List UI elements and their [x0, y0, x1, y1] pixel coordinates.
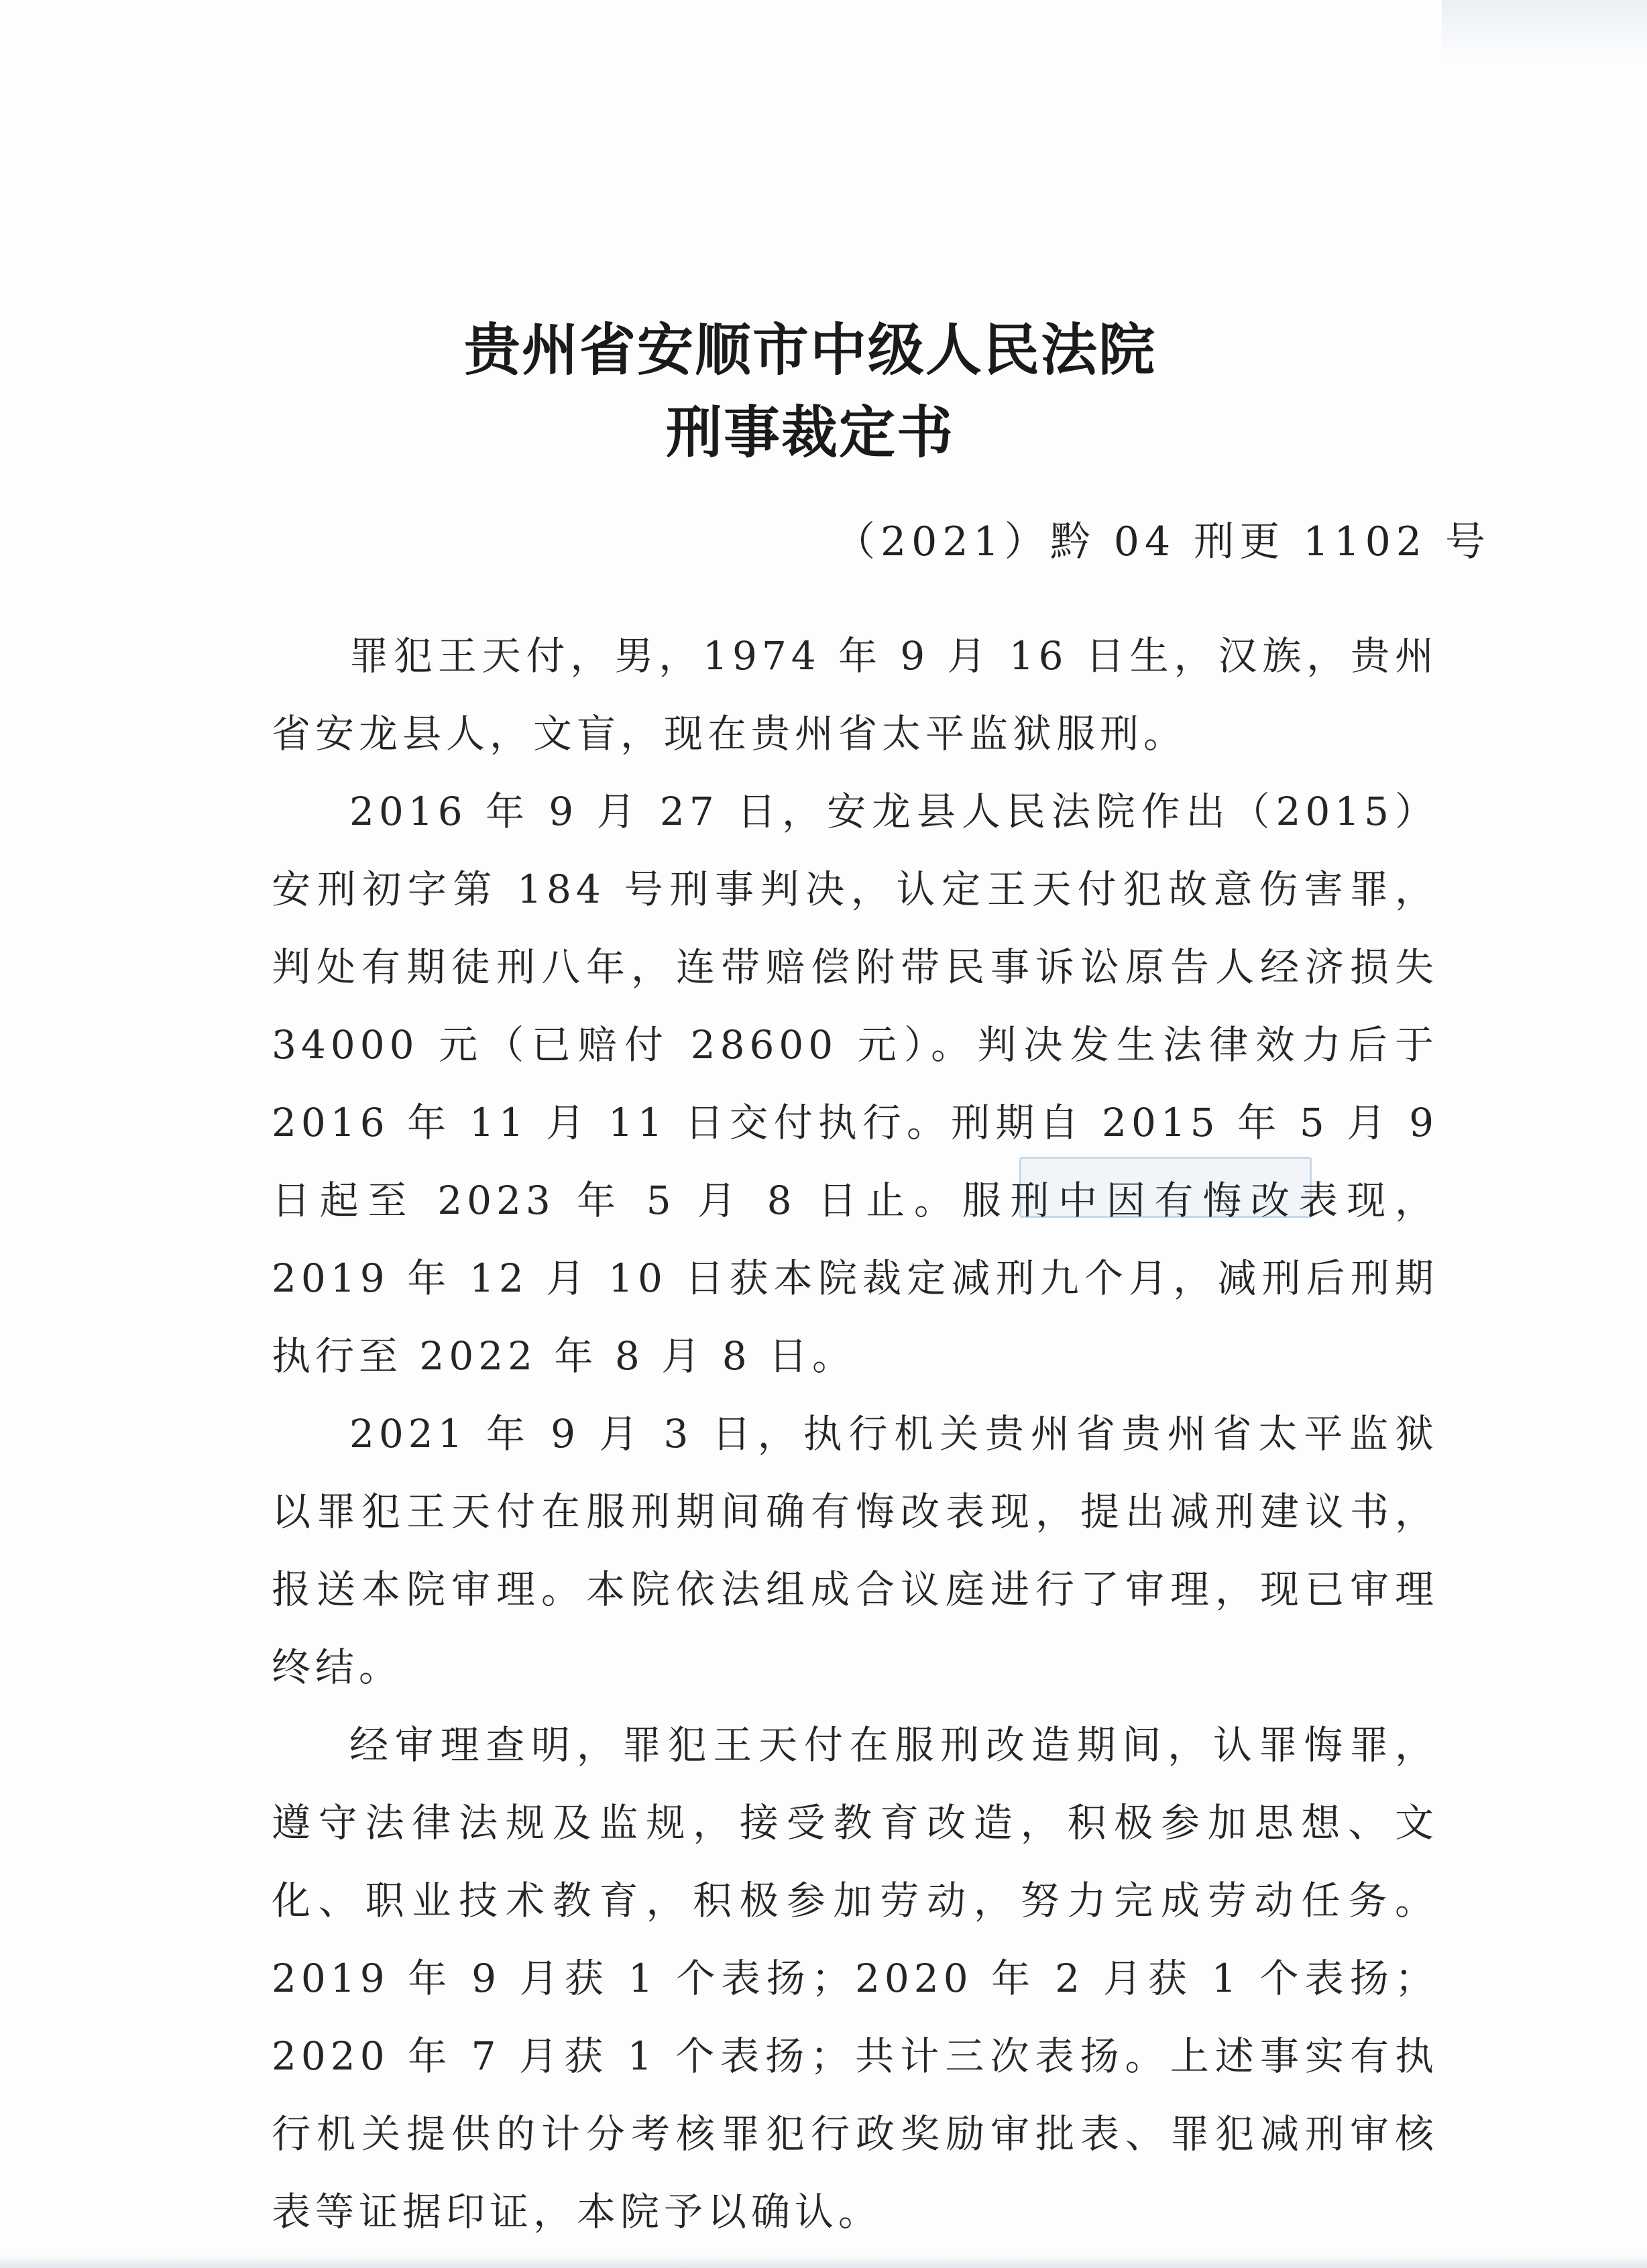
document-type-title: 刑事裁定书	[665, 400, 954, 465]
court-name-title: 贵州省安顺市中级人民法院	[463, 317, 1156, 383]
paragraph-reduction-proposal: 2021 年 9 月 3 日，执行机关贵州省贵州省太平监狱以罪犯王天付在服刑期间确有悔改表现，提出减刑建议书，报送本院审理。本院依法组成合议庭进行了审理，现已审理终结。	[272, 1411, 1438, 1690]
paragraph-defendant-info: 罪犯王天付，男，1974 年 9 月 16 日生，汉族，贵州省安龙县人，文盲，现在贵州省太平监狱服刑。	[272, 633, 1438, 756]
paragraph-findings: 经审理查明，罪犯王天付在服刑改造期间，认罪悔罪，遵守法律法规及监规，接受教育改造，积极参加思想、文化、职业技术教育，积极参加劳动，努力完成劳动任务。2019 年 9 月获 1 个表扬；2020 年 2 月获 1 个表扬；2020 年 7 月获 1 个表扬；共计三次表扬。上述事实有执行机关提供的计分考核罪犯行政奖励审批表、罪犯减刑审核表等证据印证，本院予以确认。	[272, 1722, 1438, 2234]
scan-artifact-bottom	[0, 2255, 1647, 2268]
paragraph-original-judgment: 2016 年 9 月 27 日，安龙县人民法院作出（2015）安刑初字第 184 号刑事判决，认定王天付犯故意伤害罪，判处有期徒刑八年，连带赔偿附带民事诉讼原告人经济损失 34000 元（已赔付 28600 元）。判决发生法律效力后于 2016 年 11 月 11 日交付执行。刑期自 2015 年 5 月 9 日起至 2023 年 5 月 8 日止。服刑中因有悔改表现，2019 年 12 月 10 日获本院裁定减刑九个月，减刑后刑期执行至 2022 年 8 月 8 日。	[272, 789, 1438, 1379]
document-body	[272, 617, 1438, 2251]
scan-artifact-top	[1442, 0, 1647, 60]
case-number: （2021）黔 04 刑更 1102 号	[835, 518, 1491, 565]
